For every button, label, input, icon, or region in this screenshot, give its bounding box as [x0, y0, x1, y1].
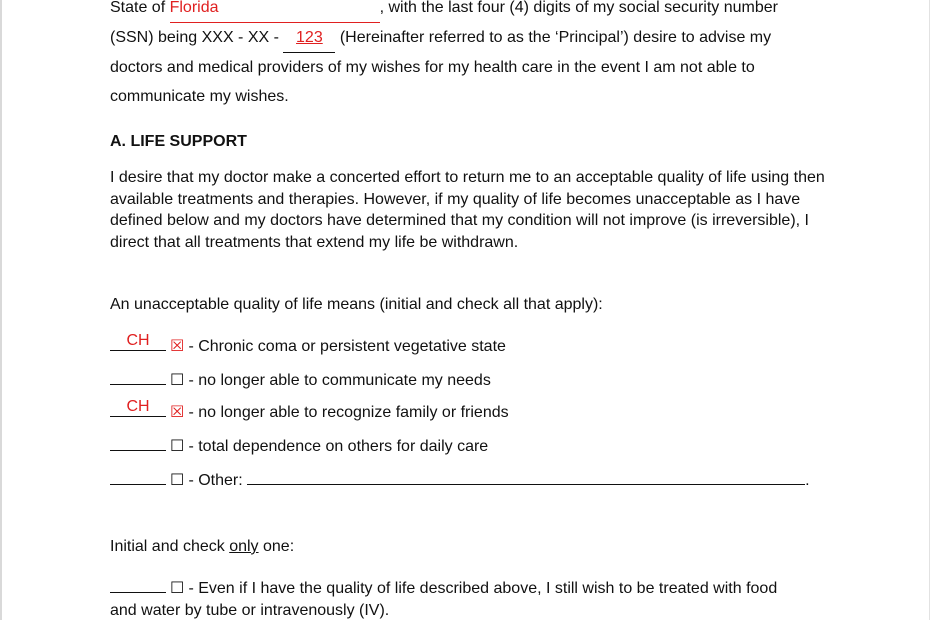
checked-box-icon[interactable]: ☒: [170, 338, 185, 355]
only-one-prefix: Initial and check: [110, 538, 230, 555]
state-value: Florida: [169, 0, 219, 16]
option-label: - Even if I have the quality of life described above, I still wish to be treated with food: [184, 580, 778, 597]
checked-box-icon[interactable]: ☒: [170, 404, 185, 421]
tube-feeding-line-2: and water by tube or intravenously (IV).: [110, 602, 390, 619]
option-communicate: [110, 367, 825, 391]
intro-line-1: [110, 0, 825, 23]
intro-line-4: communicate my wishes.: [110, 88, 289, 105]
state-label: State of: [110, 0, 170, 16]
quality-instruction: An unacceptable quality of life means (initial and check all that apply):: [110, 296, 603, 313]
other-period: .: [805, 472, 810, 489]
intro-line-2-rest: (Hereinafter referred to as the ‘Principal’) desire to advise my: [335, 29, 772, 46]
document-page: [110, 0, 825, 622]
initials-value: CH: [126, 332, 150, 349]
only-one-instruction: [110, 535, 825, 559]
unchecked-box-icon[interactable]: ☐: [170, 372, 185, 389]
initials-field[interactable]: [110, 575, 166, 593]
initials-field[interactable]: [110, 333, 166, 351]
option-chronic-coma: [110, 333, 825, 357]
initials-value: CH: [126, 398, 150, 415]
ssn-field[interactable]: [283, 23, 335, 53]
intro-line-2: [110, 23, 825, 53]
option-dependence: [110, 433, 825, 457]
initials-field[interactable]: [110, 467, 166, 485]
option-tube-feeding: [110, 575, 825, 622]
unchecked-box-icon[interactable]: ☐: [170, 580, 185, 597]
unchecked-box-icon[interactable]: ☐: [170, 438, 185, 455]
intro-paragraph: [110, 0, 825, 111]
intro-line-1-rest: , with the last four (4) digits of my social security number: [379, 0, 778, 16]
option-label: - total dependence on others for daily care: [184, 438, 489, 455]
option-label: - no longer able to communicate my needs: [184, 372, 491, 389]
only-one-suffix: one:: [258, 538, 295, 555]
ssn-label: (SSN) being XXX - XX -: [110, 29, 284, 46]
option-recognize: [110, 399, 825, 423]
option-other: [110, 467, 825, 491]
option-label: - Chronic coma or persistent vegetative state: [184, 338, 506, 355]
tube-feeding-line-1: [110, 575, 825, 600]
initials-field[interactable]: [110, 399, 166, 417]
ssn-value: 123: [296, 29, 323, 46]
page-edge-left: [0, 0, 2, 620]
option-label: - no longer able to recognize family or friends: [184, 404, 509, 421]
state-field[interactable]: [170, 0, 380, 23]
section-heading: A. LIFE SUPPORT: [110, 133, 247, 150]
initials-field[interactable]: [110, 367, 166, 385]
other-field[interactable]: [247, 467, 805, 485]
intro-line-3: doctors and medical providers of my wishes for my health care in the event I am not able to: [110, 59, 755, 76]
life-support-paragraph: I desire that my doctor make a concerted effort to return me to an acceptable quality of life using then available treatments and therapies. However, if my quality of life becomes unacceptable as I have defined below and my doctors have determined that my condition will not improve (is irreversible), I direct that all treatments that extend my life be withdrawn.: [110, 169, 825, 251]
unchecked-box-icon[interactable]: ☐: [170, 472, 185, 489]
initials-field[interactable]: [110, 433, 166, 451]
only-emphasis: only: [229, 538, 259, 555]
option-label: - Other:: [184, 472, 248, 489]
